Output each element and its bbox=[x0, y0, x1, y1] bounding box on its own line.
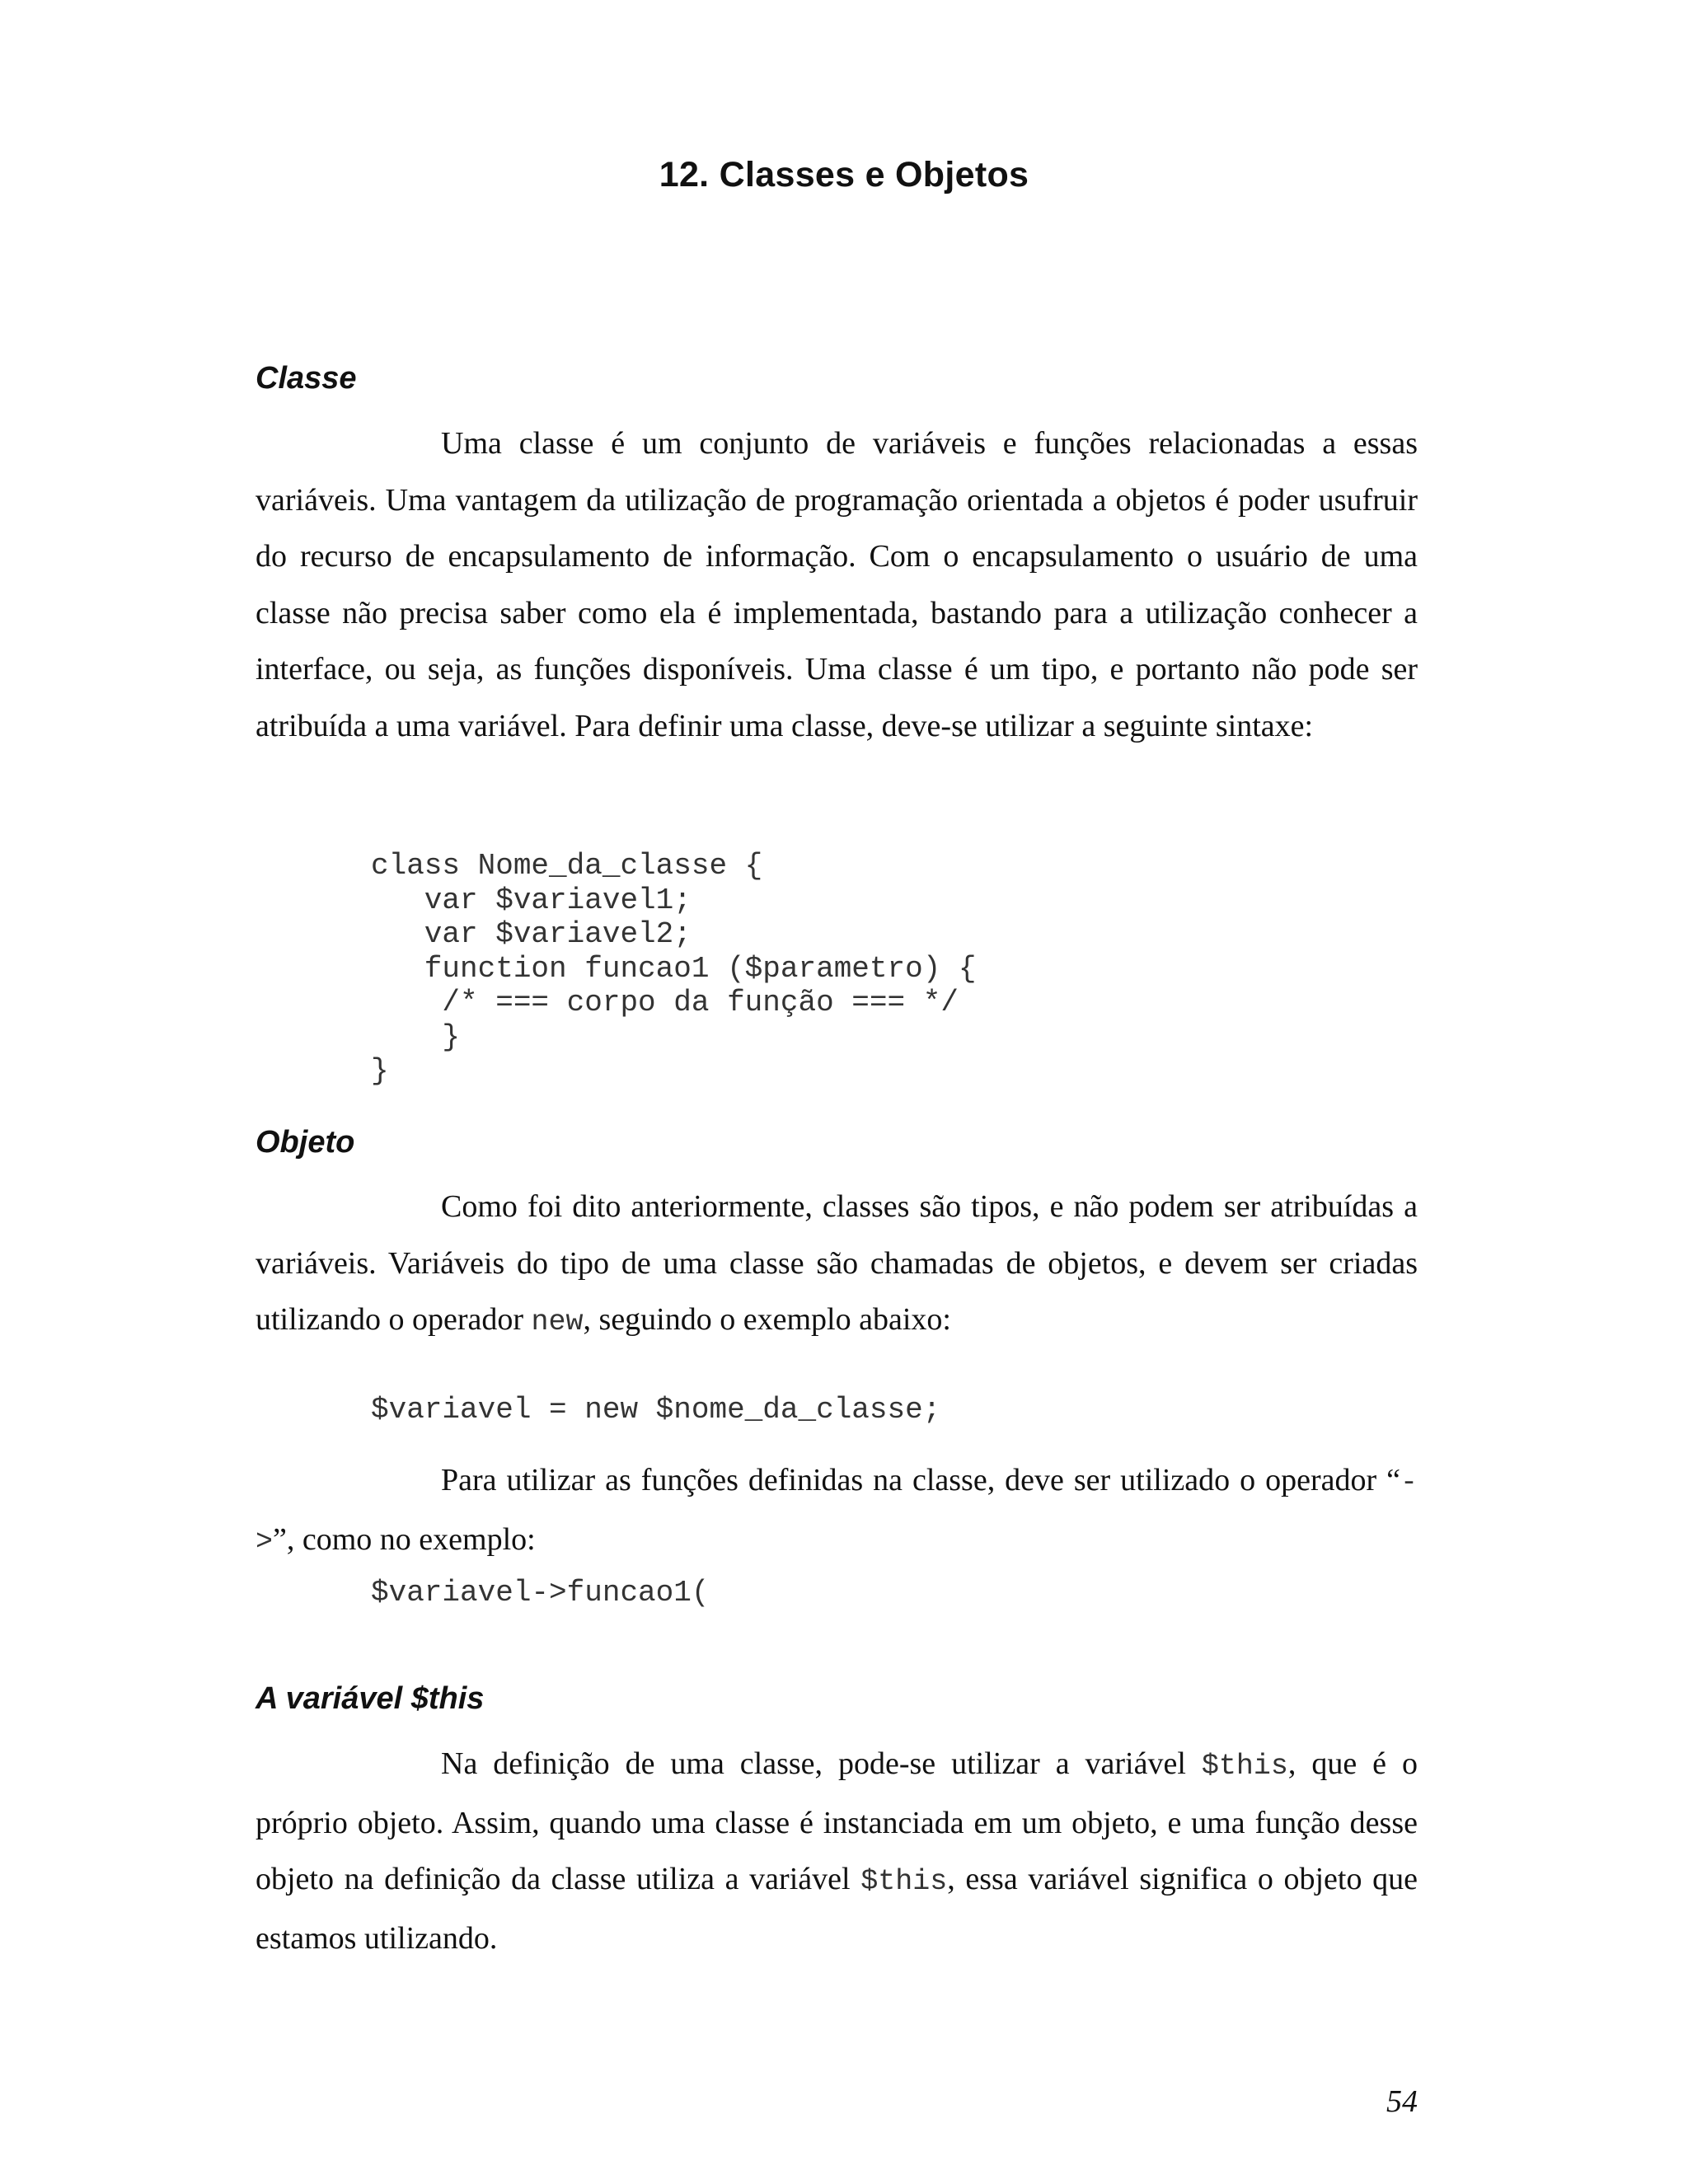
paragraph-objeto-2 bbox=[256, 1452, 1418, 1570]
code-block-class-definition: class Nome_da_classe { var $variavel1; var $variavel2; function funcao1 ($parametro) { /* === corpo da função === */ } } bbox=[371, 849, 977, 1088]
paragraph-objeto-1 bbox=[256, 1179, 1418, 1351]
paragraph-classe: Uma classe é um conjunto de variáveis e funções relacionadas a essas variáveis. Uma vantagem da utilização de programação orientada a objetos é poder usufruir do recurso de encapsulamento de informação. Com o encapsulamento o usuário de uma classe não precisa saber como ela é implementada, bastando para a utilização conhecer a interface, ou seja, as funções disponíveis. Uma classe é um tipo, e portanto não pode ser atribuída a uma variável. Para definir uma classe, deve-se utilizar a seguinte sintaxe: bbox=[256, 426, 1418, 743]
paragraph-text: Na definição de uma classe, pode-se utilizar a variável bbox=[441, 1746, 1202, 1781]
paragraph-text: , seguindo o exemplo abaixo: bbox=[583, 1302, 951, 1337]
inline-code-new: new bbox=[531, 1305, 584, 1338]
paragraph-text: , essa variável significa o objeto que estamos utilizando. bbox=[256, 1862, 1418, 1956]
paragraph-this bbox=[256, 1736, 1418, 1966]
section-heading-this: A variável $this bbox=[256, 1681, 485, 1716]
paragraph-text: Como foi dito anteriormente, classes são tipos, e não podem ser atribuídas a variáveis. Variáveis do tipo de uma classe são chamadas de objetos, e devem ser criadas utilizando o operador bbox=[256, 1189, 1418, 1337]
code-line-new-object: $variavel = new $nome_da_classe; bbox=[371, 1393, 941, 1427]
paragraph-text: Para utilizar as funções definidas na classe, deve ser utilizado o operador “ bbox=[441, 1463, 1400, 1497]
inline-code-arrow-operator: -> bbox=[256, 1466, 1418, 1558]
inline-code-this: $this bbox=[1201, 1750, 1288, 1783]
section-heading-objeto: Objeto bbox=[256, 1125, 355, 1160]
page-number: 54 bbox=[1386, 2084, 1418, 2119]
paragraph-text: ”, como no exemplo: bbox=[273, 1521, 536, 1557]
chapter-title: 12. Classes e Objetos bbox=[659, 155, 1029, 194]
code-line-method-call: $variavel->funcao1( bbox=[371, 1576, 710, 1610]
inline-code-this: $this bbox=[860, 1865, 948, 1898]
section-heading-classe: Classe bbox=[256, 361, 357, 396]
paragraph-text: , que é o próprio objeto. Assim, quando uma classe é instanciada em um objeto, e uma função desse objeto na definição da classe utiliza a variável bbox=[256, 1746, 1418, 1896]
